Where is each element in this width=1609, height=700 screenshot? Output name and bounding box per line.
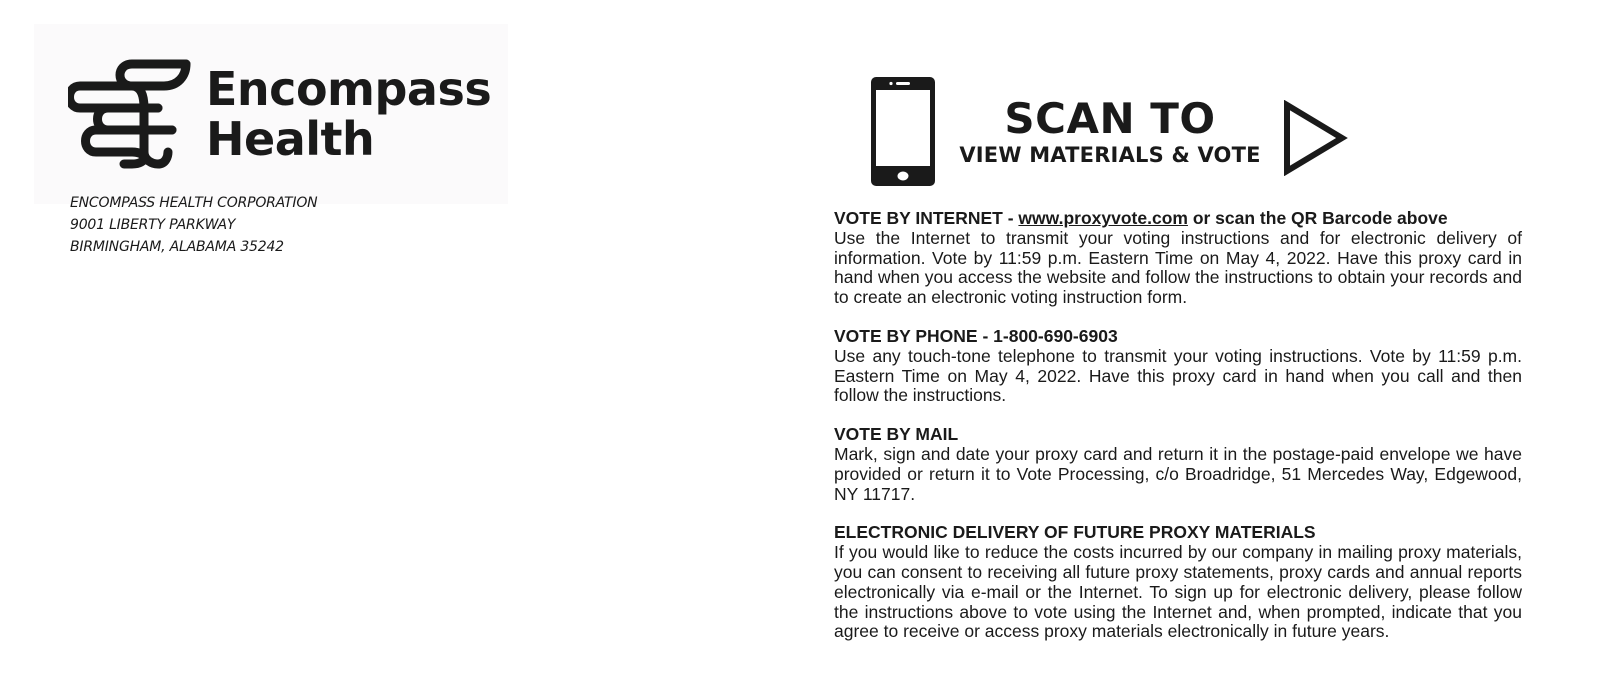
vote-by-phone-section (834, 327, 1522, 406)
proxyvote-link[interactable]: www.proxyvote.com (1018, 208, 1188, 228)
encompass-health-logo-icon (68, 58, 192, 170)
internet-heading-prefix: VOTE BY INTERNET - (834, 208, 1019, 228)
company-address (70, 192, 317, 258)
vote-by-internet-section (834, 209, 1522, 308)
logo-line-2: Health (206, 112, 375, 166)
logo-line-1: Encompass (206, 62, 492, 116)
vote-by-mail-body: Mark, sign and date your proxy card and return it in the postage-paid envelope we have provided or return it to Vote Processing, c/o Broadridge, 51 Mercedes Way, Edgewood, NY 11717. (834, 443, 1522, 504)
scan-heading (950, 96, 1270, 168)
vote-by-phone-heading: VOTE BY PHONE - 1-800-690-6903 (834, 325, 1118, 346)
vote-by-internet-body: Use the Internet to transmit your voting instructions and for electronic delivery of information. Vote by 11:59 p.m. Eastern Time on May 4, 2022. Have this proxy card in hand when you access the website and follow the instructions to obtain your records and to create an electronic voting instruction form. (834, 227, 1522, 308)
address-line-3: BIRMINGHAM, ALABAMA 35242 (70, 239, 284, 255)
phone-icon (869, 75, 937, 188)
logo-wordmark (206, 64, 491, 164)
vote-by-mail-section (834, 425, 1522, 504)
address-line-1: ENCOMPASS HEALTH CORPORATION (70, 195, 318, 211)
vote-by-phone-body: Use any touch-tone telephone to transmit your voting instructions. Vote by 11:59 p.m. Eastern Time on May 4, 2022. Have this proxy card in hand when you call and then follow the instructions. (834, 345, 1522, 406)
voting-instructions (834, 209, 1522, 661)
logo-panel (34, 24, 508, 204)
electronic-delivery-body: If you would like to reduce the costs incurred by our company in mailing proxy materials, you can consent to receiving all future proxy statements, proxy cards and annual reports electronically via e-mail or the Internet. To sign up for electronic delivery, please follow the instructions above to vote using the Internet and, when prompted, indicate that you agree to receive or access proxy materials electronically in future years. (834, 542, 1522, 642)
vote-by-internet-heading (834, 209, 1522, 229)
address-line-2: 9001 LIBERTY PARKWAY (70, 217, 236, 233)
scan-subtitle: VIEW MATERIALS & VOTE (959, 143, 1261, 167)
vote-by-mail-heading: VOTE BY MAIL (834, 424, 959, 445)
internet-heading-suffix: or scan the QR Barcode above (1187, 208, 1448, 228)
play-icon (1282, 100, 1348, 176)
electronic-delivery-heading: ELECTRONIC DELIVERY OF FUTURE PROXY MATERIALS (834, 522, 1316, 543)
electronic-delivery-section (834, 523, 1522, 642)
scan-title: SCAN TO (1004, 94, 1216, 143)
